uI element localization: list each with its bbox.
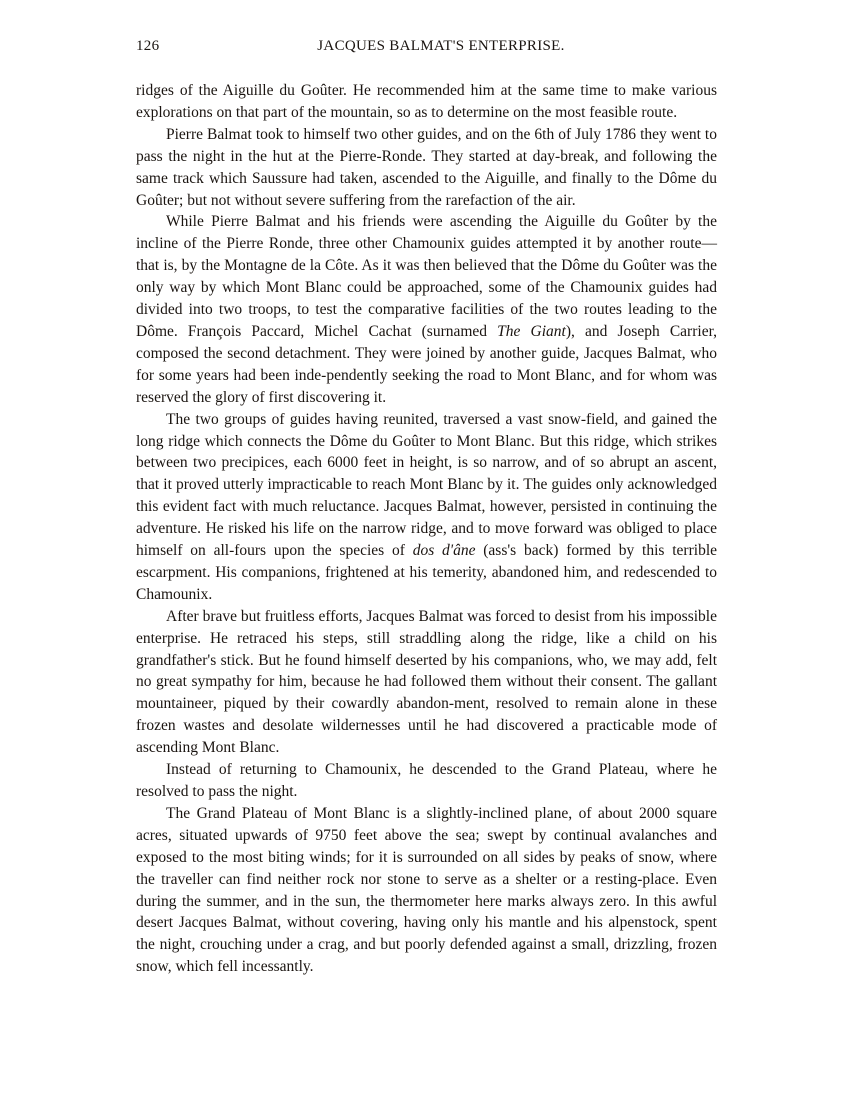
paragraph-text: (ass's back) formed by this terrible escarpment. His companions, frightened at his temerity, abandoned him, and redescended to Chamounix.: [136, 542, 717, 603]
paragraph-text: Pierre Balmat took to himself two other guides, and on the 6th of July 1786 they went to pass the night in the hut at the Pierre-Ronde. They started at day-break, and following the same track which Saussure had taken, ascended to the Aiguille, and finally to the Dôme du Goûter; but not without severe suffering from the rarefaction of the air.: [136, 125, 717, 209]
paragraph-text: While Pierre Balmat and his friends were ascending the Aiguille du Goûter by the incline of the Pierre Ronde, three other Chamounix guides attempted it by another route—that is, by the Montagne de la Côte. As it was then believed that the Dôme du Goûter was the only way by which Mont Blanc could be approached, some of the Chamounix guides had divided into two troops, to test the comparative facilities of the two routes leading to the Dôme. François Paccard, Michel Cachat (surnamed: [136, 213, 717, 340]
paragraph-text: After brave but fruitless efforts, Jacques Balmat was forced to desist from his impossible enterprise. He retraced his steps, still straddling along the ridge, like a child on his grandfather's stick. But he found himself deserted by his companions, who, we may add, felt no great sympathy for him, because he had followed them without their consent. The gallant mountaineer, piqued by their cowardly abandon-ment, resolved to remain alone in these frozen wastes and desolate wildernesses until he had discovered a practicable mode of ascending Mont Blanc.: [136, 607, 717, 757]
paragraph-text: The Grand Plateau of Mont Blanc is a slightly-inclined plane, of about 2000 square acres, situated upwards of 9750 feet above the sea; swept by continual avalanches and exposed to the most biting winds; for it is surrounded on all sides by peaks of snow, where the traveller can find neither rock nor stone to serve as a shelter or a resting-place. Even during the summer, and in the sun, the thermometer here marks always zero. In this awful desert Jacques Balmat, without covering, having only his mantle and his alpenstock, spent the night, crouching under a crag, and but poorly defended against a small, drizzling, frozen snow, which fell incessantly.: [136, 804, 717, 976]
paragraph: [136, 803, 717, 978]
paragraph-text: ), and Joseph Carrier, composed the second detachment. They were joined by another guide, Jacques Balmat, who for some years had been inde-pendently seeking the road to Mont Blanc, and for whom was reserved the glory of first discovering it.: [136, 322, 717, 406]
paragraph-text: The two groups of guides having reunited, traversed a vast snow-field, and gained the long ridge which connects the Dôme du Goûter to Mont Blanc. But this ridge, which strikes between two precipices, each 6000 feet in height, is so narrow, and of so abrupt an ascent, that it proved utterly impracticable to reach Mont Blanc by it. The guides only acknowledged this evident fact with much reluctance. Jacques Balmat, however, persisted in continuing the adventure. He risked his life on the narrow ridge, and to move forward was obliged to place himself on all-fours upon the species of: [136, 410, 717, 560]
paragraph-text: Instead of returning to Chamounix, he descended to the Grand Plateau, where he resolved to pass the night.: [136, 761, 717, 800]
page-number: 126: [136, 38, 160, 54]
italic-text: The Giant: [497, 322, 566, 340]
paragraph: [136, 606, 717, 759]
running-head: [136, 38, 716, 60]
paragraph: [136, 759, 717, 803]
paragraph: [136, 124, 717, 212]
paragraph-text: ridges of the Aiguille du Goûter. He recommended him at the same time to make various explorations on that part of the mountain, so as to determine on the most feasible route.: [136, 82, 717, 121]
paragraph: [136, 211, 717, 408]
running-title: JACQUES BALMAT'S ENTERPRISE.: [317, 38, 565, 54]
italic-text: dos d'âne: [412, 542, 476, 560]
paragraph: [136, 409, 717, 606]
body-text: [136, 80, 717, 978]
paragraph: [136, 80, 717, 124]
